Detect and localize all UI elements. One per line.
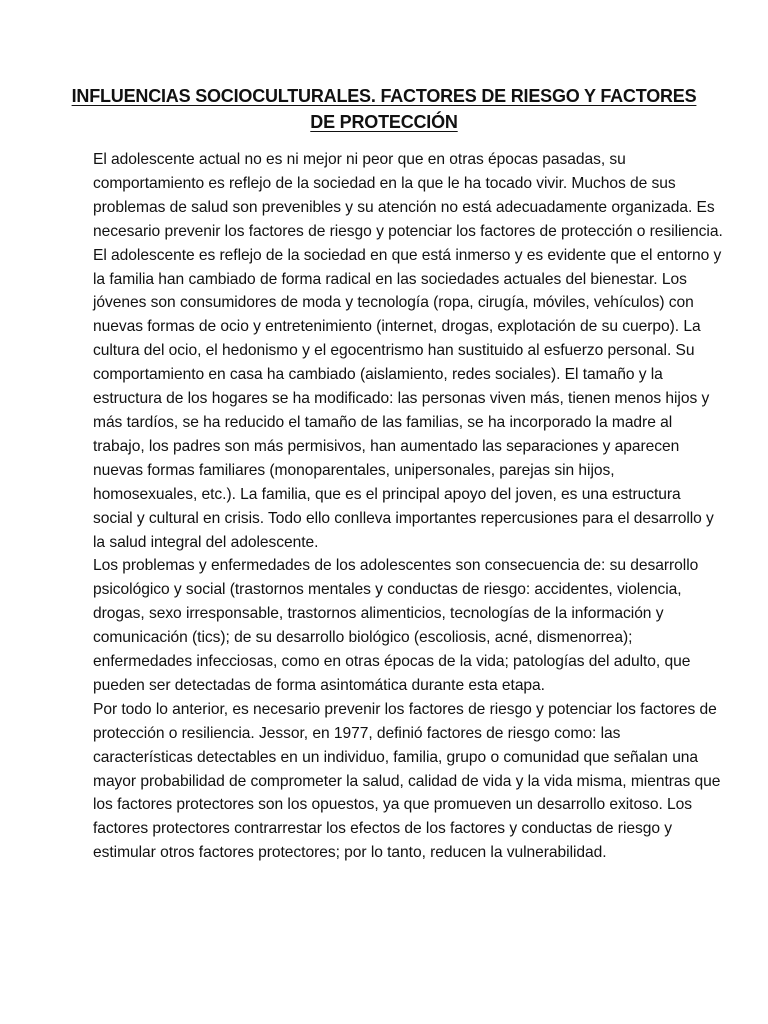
paragraph-intro: El adolescente actual no es ni mejor ni peor que en otras épocas pasadas, su comportamiento es reflejo de la sociedad en la que le ha tocado vivir. Muchos de sus problemas de salud son prevenibles y su atención no está adecuadamente organizada. Es necesario prevenir los factores de riesgo y potenciar los factores de protección o resiliencia. — [93, 151, 723, 240]
paragraph-risk-factors: Por todo lo anterior, es necesario prevenir los factores de riesgo y potenciar los factores de protección o resiliencia. Jessor, en 1977, definió factores de riesgo como: las características detectables en un individuo, familia, grupo o comunidad que señalan una mayor probabilidad de comprometer la salud, calidad de vida y la vida misma, mientras que los factores protectores son los opuestos, ya que promueven un desarrollo exitoso. Los factores protectores contrarrestar los efectos de los factores y conductas de riesgo y estimular otros factores protectores; por lo tanto, reducen la vulnerabilidad. — [93, 700, 721, 862]
paragraph-problems: Los problemas y enfermedades de los adolescentes son consecuencia de: su desarrollo psicológico y social (trastornos mentales y conductas de riesgo: accidentes, violencia, drogas, sexo irresponsable, trastornos alimenticios, tecnologías de la información y comunicación (tics); de su desarrollo biológico (escoliosis, acné, dismenorrea); enfermedades infecciosas, como en otras épocas de la vida; patologías del adulto, que pueden ser detectadas de forma asintomática durante esta etapa. — [93, 557, 699, 694]
document-body — [93, 148, 723, 865]
document-title: INFLUENCIAS SOCIOCULTURALES. FACTORES DE RIESGO Y FACTORES DE PROTECCIÓN — [71, 86, 697, 132]
paragraph-society: El adolescente es reflejo de la sociedad en que está inmerso y es evidente que el entorno y la familia han cambiado de forma radical en las sociedades actuales del bienestar. Los jóvenes son consumidores de moda y tecnología (ropa, cirugía, móviles, vehículos) con nuevas formas de ocio y entretenimiento (internet, drogas, explotación de su cuerpo). La cultura del ocio, el hedonismo y el egocentrismo han sustituido al esfuerzo personal. Su comportamiento en casa ha cambiado (aislamiento, redes sociales). El tamaño y la estructura de los hogares se ha modificado: las personas viven más, tienen menos hijos y más tardíos, se ha reducido el tamaño de las familias, se ha incorporado la madre al trabajo, los padres son más permisivos, han aumentado las separaciones y aparecen nuevas formas familiares (monoparentales, unipersonales, parejas sin hijos, homosexuales, etc.). La familia, que es el principal apoyo del joven, es una estructura social y cultural en crisis. Todo ello conlleva importantes repercusiones para el desarrollo y la salud integral del adolescente. — [93, 246, 722, 551]
